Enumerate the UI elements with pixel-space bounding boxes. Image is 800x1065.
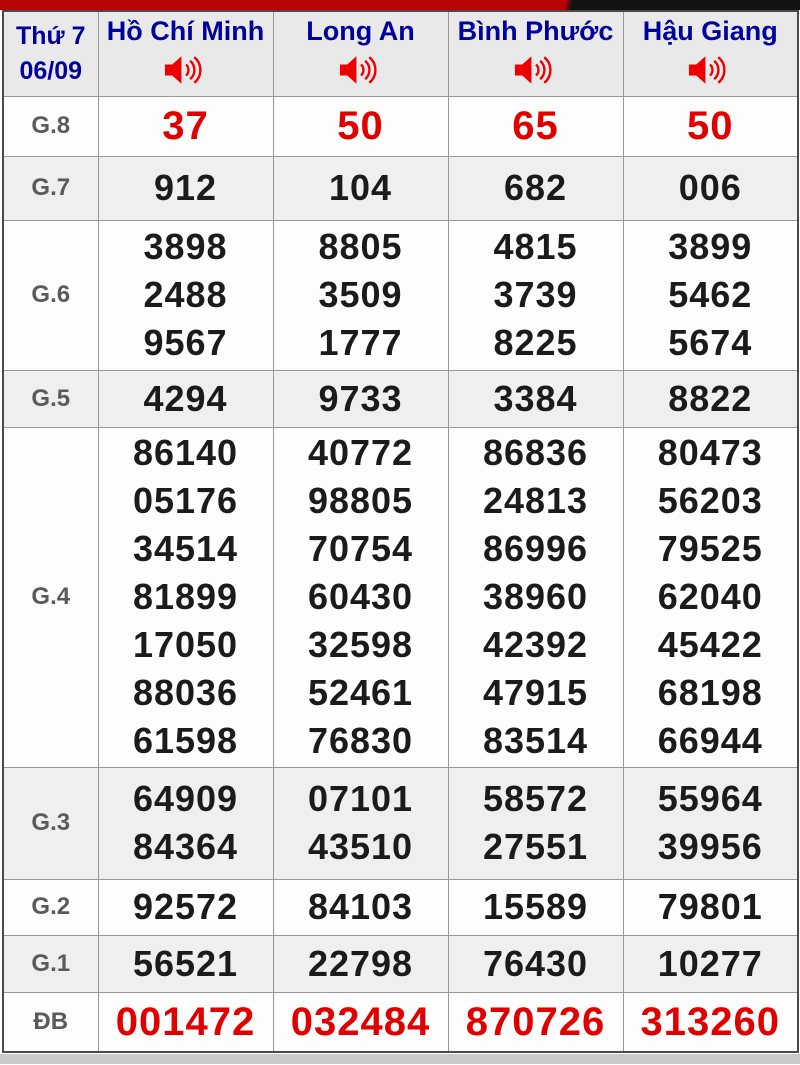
prize-number: 92572 bbox=[132, 886, 239, 927]
prize-cell bbox=[623, 767, 798, 879]
prize-cell bbox=[273, 879, 448, 935]
prize-cell bbox=[623, 992, 798, 1052]
prize-number: 24813 bbox=[482, 480, 589, 521]
prize-number: 870726 bbox=[465, 999, 606, 1044]
province-name: Hậu Giang bbox=[642, 16, 778, 47]
prize-cell bbox=[273, 370, 448, 427]
prize-row-g8 bbox=[3, 96, 798, 156]
draw-date: 06/09 bbox=[19, 56, 83, 85]
prize-number: 83514 bbox=[482, 720, 589, 761]
column-header-hau-giang bbox=[623, 11, 798, 96]
prize-cell bbox=[623, 156, 798, 220]
prize-number: 80473 bbox=[657, 432, 763, 473]
prize-number: 56521 bbox=[132, 942, 239, 984]
prize-label: G.3 bbox=[3, 767, 98, 879]
prize-number: 5462 bbox=[668, 274, 753, 315]
prize-cell bbox=[98, 96, 273, 156]
prize-cell bbox=[98, 370, 273, 427]
prize-number: 3739 bbox=[493, 274, 578, 315]
prize-number: 32598 bbox=[307, 624, 414, 665]
prize-row-db bbox=[3, 992, 798, 1052]
column-header-ho-chi-minh bbox=[98, 11, 273, 96]
prize-number: 50 bbox=[337, 104, 384, 148]
prize-cell bbox=[623, 370, 798, 427]
prize-number: 38960 bbox=[482, 576, 589, 617]
prize-cell bbox=[273, 767, 448, 879]
prize-number: 61598 bbox=[132, 720, 239, 761]
prize-number: 52461 bbox=[307, 672, 414, 713]
prize-number: 9733 bbox=[318, 377, 403, 419]
prize-label: G.1 bbox=[3, 935, 98, 992]
prize-number: 86996 bbox=[482, 528, 589, 569]
speaker-icon[interactable] bbox=[514, 55, 558, 85]
draw-day: Thứ 7 bbox=[16, 21, 86, 50]
prize-cell bbox=[623, 96, 798, 156]
prize-cell bbox=[623, 220, 798, 370]
speaker-icon[interactable] bbox=[339, 55, 383, 85]
prize-cell bbox=[448, 427, 623, 767]
prize-number: 70754 bbox=[307, 528, 414, 569]
prize-label: G.6 bbox=[3, 220, 98, 370]
prize-number: 79525 bbox=[657, 528, 763, 569]
province-name: Hồ Chí Minh bbox=[106, 16, 265, 47]
prize-number: 50 bbox=[687, 104, 734, 148]
prize-cell bbox=[273, 156, 448, 220]
prize-row-g7 bbox=[3, 156, 798, 220]
prize-number: 47915 bbox=[482, 672, 589, 713]
prize-number: 10277 bbox=[657, 942, 763, 984]
header-row bbox=[3, 11, 798, 96]
prize-number: 86140 bbox=[132, 432, 239, 473]
prize-cell bbox=[98, 935, 273, 992]
prize-cell bbox=[273, 220, 448, 370]
prize-number: 55964 bbox=[657, 778, 763, 819]
province-name: Long An bbox=[306, 16, 415, 47]
prize-number: 3384 bbox=[493, 377, 578, 419]
prize-cell bbox=[448, 370, 623, 427]
prize-number: 001472 bbox=[115, 999, 256, 1044]
prize-number: 07101 bbox=[307, 778, 414, 819]
province-name: Bình Phước bbox=[457, 16, 614, 47]
prize-cell bbox=[98, 427, 273, 767]
top-banner bbox=[0, 0, 800, 10]
prize-cell bbox=[98, 992, 273, 1052]
prize-number: 3898 bbox=[143, 226, 228, 267]
column-header-long-an bbox=[273, 11, 448, 96]
prize-number: 58572 bbox=[482, 778, 589, 819]
prize-number: 8822 bbox=[668, 377, 753, 419]
prize-number: 88036 bbox=[132, 672, 239, 713]
prize-number: 15589 bbox=[482, 886, 589, 927]
prize-number: 3509 bbox=[318, 274, 403, 315]
prize-cell bbox=[273, 992, 448, 1052]
prize-number: 032484 bbox=[290, 999, 431, 1044]
prize-number: 81899 bbox=[132, 576, 239, 617]
prize-number: 912 bbox=[153, 167, 218, 208]
prize-number: 64909 bbox=[132, 778, 239, 819]
prize-label: ĐB bbox=[3, 992, 98, 1052]
prize-number: 42392 bbox=[482, 624, 589, 665]
prize-number: 104 bbox=[328, 167, 393, 208]
prize-number: 45422 bbox=[657, 624, 763, 665]
page-background-strip bbox=[0, 1054, 800, 1064]
prize-number: 3899 bbox=[668, 226, 753, 267]
prize-cell bbox=[448, 935, 623, 992]
prize-label: G.2 bbox=[3, 879, 98, 935]
prize-row-g4 bbox=[3, 427, 798, 767]
prize-number: 65 bbox=[512, 104, 559, 148]
prize-number: 8805 bbox=[318, 226, 403, 267]
prize-cell bbox=[273, 427, 448, 767]
prize-cell bbox=[98, 156, 273, 220]
prize-cell bbox=[98, 767, 273, 879]
prize-cell bbox=[623, 427, 798, 767]
prize-number: 37 bbox=[162, 104, 209, 148]
prize-number: 60430 bbox=[307, 576, 414, 617]
prize-number: 05176 bbox=[132, 480, 239, 521]
prize-label: G.8 bbox=[3, 96, 98, 156]
prize-cell bbox=[623, 935, 798, 992]
prize-label: G.4 bbox=[3, 427, 98, 767]
prize-number: 682 bbox=[503, 167, 568, 208]
prize-number: 56203 bbox=[657, 480, 763, 521]
prize-number: 4815 bbox=[493, 226, 578, 267]
speaker-icon[interactable] bbox=[688, 55, 732, 85]
prize-number: 39956 bbox=[657, 826, 763, 867]
speaker-icon[interactable] bbox=[164, 55, 208, 85]
prize-number: 62040 bbox=[657, 576, 763, 617]
prize-cell bbox=[273, 96, 448, 156]
prize-label: G.5 bbox=[3, 370, 98, 427]
prize-number: 40772 bbox=[307, 432, 414, 473]
column-header-binh-phuoc bbox=[448, 11, 623, 96]
prize-number: 76430 bbox=[482, 942, 589, 984]
prize-cell bbox=[448, 220, 623, 370]
prize-number: 43510 bbox=[307, 826, 414, 867]
prize-number: 66944 bbox=[657, 720, 763, 761]
prize-number: 86836 bbox=[482, 432, 589, 473]
prize-number: 8225 bbox=[493, 322, 578, 363]
prize-number: 9567 bbox=[143, 322, 228, 363]
prize-number: 17050 bbox=[132, 624, 239, 665]
prize-number: 1777 bbox=[318, 322, 403, 363]
prize-cell bbox=[448, 156, 623, 220]
prize-number: 98805 bbox=[307, 480, 414, 521]
prize-number: 76830 bbox=[307, 720, 414, 761]
prize-cell bbox=[273, 935, 448, 992]
prize-number: 313260 bbox=[640, 999, 780, 1044]
prize-row-g5 bbox=[3, 370, 798, 427]
prize-number: 34514 bbox=[132, 528, 239, 569]
prize-label: G.7 bbox=[3, 156, 98, 220]
prize-number: 5674 bbox=[668, 322, 753, 363]
prize-number: 68198 bbox=[657, 672, 763, 713]
prize-number: 79801 bbox=[657, 886, 763, 927]
prize-number: 84364 bbox=[132, 826, 239, 867]
prize-number: 2488 bbox=[143, 274, 228, 315]
prize-row-g1 bbox=[3, 935, 798, 992]
prize-row-g2 bbox=[3, 879, 798, 935]
draw-date-cell bbox=[3, 11, 98, 96]
prize-cell bbox=[448, 879, 623, 935]
lottery-results-table bbox=[2, 10, 799, 1053]
prize-cell bbox=[98, 220, 273, 370]
prize-row-g6 bbox=[3, 220, 798, 370]
prize-row-g3 bbox=[3, 767, 798, 879]
prize-number: 27551 bbox=[482, 826, 589, 867]
prize-number: 4294 bbox=[143, 377, 228, 419]
prize-cell bbox=[448, 992, 623, 1052]
prize-cell bbox=[623, 879, 798, 935]
prize-number: 22798 bbox=[307, 942, 414, 984]
prize-number: 006 bbox=[678, 167, 742, 208]
prize-cell bbox=[448, 767, 623, 879]
prize-number: 84103 bbox=[307, 886, 414, 927]
prize-cell bbox=[98, 879, 273, 935]
prize-cell bbox=[448, 96, 623, 156]
